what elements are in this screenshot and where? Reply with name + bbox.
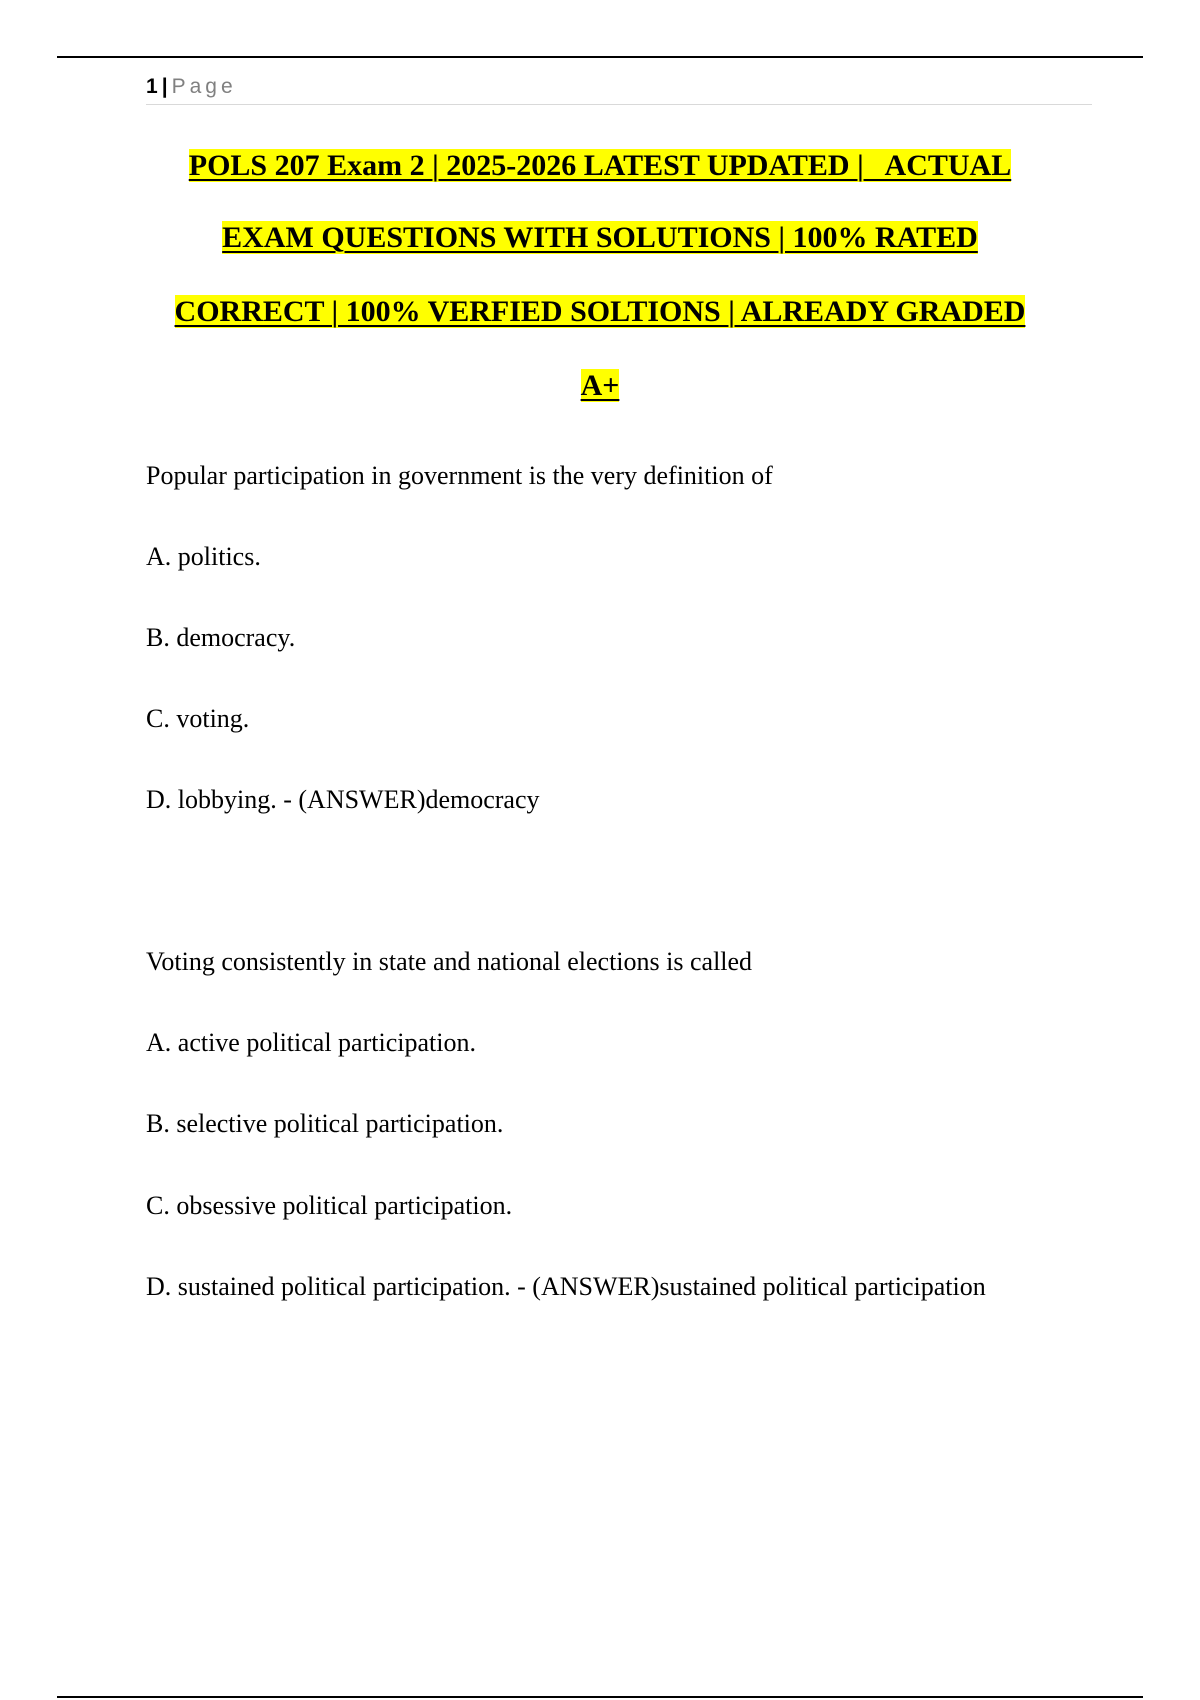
question-2-option-a: A. active political participation. xyxy=(146,1028,476,1057)
title-text-3: CORRECT | 100% VERFIED SOLTIONS | ALREADY GRADED xyxy=(174,295,1026,328)
page-header xyxy=(146,74,1092,105)
title-text-1: POLS 207 Exam 2 | 2025-2026 LATEST UPDATED | ACTUAL xyxy=(188,149,1012,182)
question-1-option-d: D. lobbying. - (ANSWER)democracy xyxy=(146,785,540,814)
question-2-option-d: D. sustained political participation. - (ANSWER)sustained political participation xyxy=(146,1272,986,1301)
page-number: 1 xyxy=(146,75,158,98)
title-text-2: EXAM QUESTIONS WITH SOLUTIONS | 100% RATED xyxy=(222,221,978,254)
title-text-4: A+ xyxy=(580,369,620,402)
question-1-option-a: A. politics. xyxy=(146,542,261,571)
title-line-2 xyxy=(0,220,1200,256)
title-line-3 xyxy=(0,294,1200,330)
question-1-option-c: C. voting. xyxy=(146,704,250,733)
question-1-prompt: Popular participation in government is the very definition of xyxy=(146,461,773,490)
title-line-4 xyxy=(0,368,1200,404)
question-2-option-b: B. selective political participation. xyxy=(146,1109,504,1138)
question-2-prompt: Voting consistently in state and national elections is called xyxy=(146,947,753,976)
page-label: Page xyxy=(171,75,237,98)
question-1-option-b: B. democracy. xyxy=(146,623,296,652)
question-2-option-c: C. obsessive political participation. xyxy=(146,1191,513,1220)
bottom-rule xyxy=(57,1696,1143,1698)
title-line-1 xyxy=(0,148,1200,184)
top-rule xyxy=(57,56,1143,58)
page-separator: | xyxy=(161,75,168,98)
